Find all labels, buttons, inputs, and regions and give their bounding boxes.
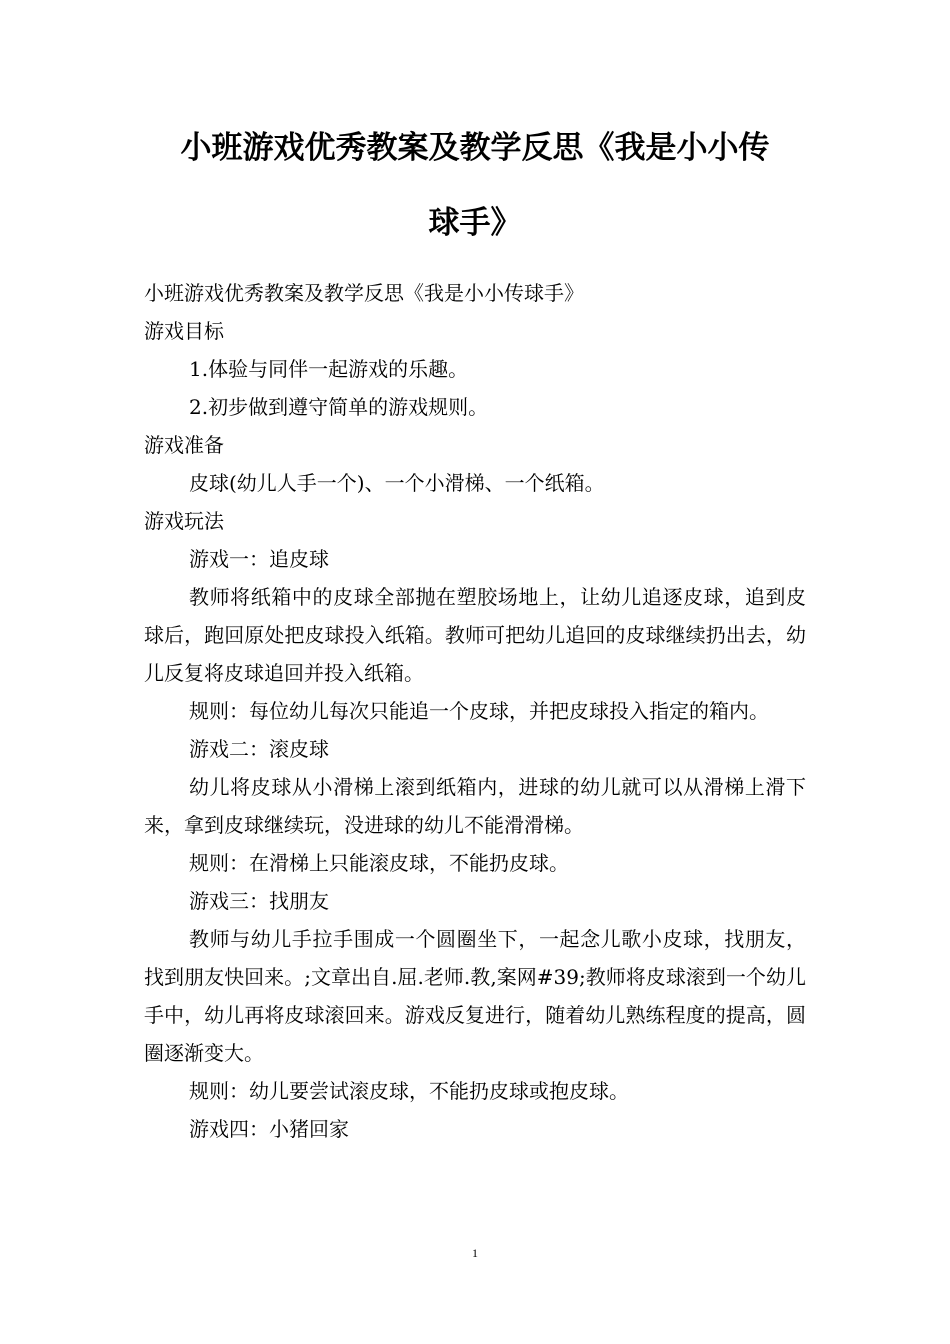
document-title-line-1: 小班游戏优秀教案及教学反思《我是小小传 bbox=[180, 130, 770, 166]
body-paragraph: 游戏二：滚皮球 bbox=[189, 737, 329, 761]
body-paragraph: 游戏三：找朋友 bbox=[189, 889, 329, 913]
body-paragraph: 幼儿将皮球从小滑梯上滚到纸箱内，进球的幼儿就可以从滑梯上滑下来，拿到皮球继续玩，没进球的幼儿不能滑滑梯。 bbox=[144, 775, 806, 837]
body-paragraph: 游戏准备 bbox=[144, 433, 224, 457]
body-paragraph: 规则：在滑梯上只能滚皮球，不能扔皮球。 bbox=[189, 851, 569, 875]
body-paragraph: 小班游戏优秀教案及教学反思《我是小小传球手》 bbox=[144, 281, 584, 305]
body-paragraph: 2.初步做到遵守简单的游戏规则。 bbox=[189, 395, 489, 419]
page-number: 1 bbox=[472, 1246, 478, 1260]
body-paragraph: 教师将纸箱中的皮球全部抛在塑胶场地上，让幼儿追逐皮球，追到皮球后，跑回原处把皮球投入纸箱。教师可把幼儿追回的皮球继续扔出去，幼儿反复将皮球追回并投入纸箱。 bbox=[144, 585, 806, 685]
body-paragraph: 1.体验与同伴一起游戏的乐趣。 bbox=[189, 357, 469, 381]
body-paragraph: 游戏玩法 bbox=[144, 509, 224, 533]
body-paragraph: 游戏四：小猪回家 bbox=[189, 1117, 349, 1141]
body-paragraph: 游戏目标 bbox=[144, 319, 224, 343]
body-paragraph: 教师与幼儿手拉手围成一个圆圈坐下，一起念儿歌小皮球，找朋友，找到朋友快回来。;文章出自.屈.老师.教,案网#39;教师将皮球滚到一个幼儿手中，幼儿再将皮球滚回来。游戏反复进行，随着幼儿熟练程度的提高，圆圈逐渐变大。 bbox=[144, 927, 806, 1065]
body-paragraph: 规则：每位幼儿每次只能追一个皮球，并把皮球投入指定的箱内。 bbox=[189, 699, 769, 723]
document-title-line-2: 球手》 bbox=[428, 205, 522, 241]
body-paragraph: 皮球(幼儿人手一个)、一个小滑梯、一个纸箱。 bbox=[189, 471, 605, 495]
body-paragraph: 游戏一：追皮球 bbox=[189, 547, 329, 571]
body-paragraph: 规则：幼儿要尝试滚皮球，不能扔皮球或抱皮球。 bbox=[189, 1079, 629, 1103]
document-body bbox=[144, 274, 806, 1148]
